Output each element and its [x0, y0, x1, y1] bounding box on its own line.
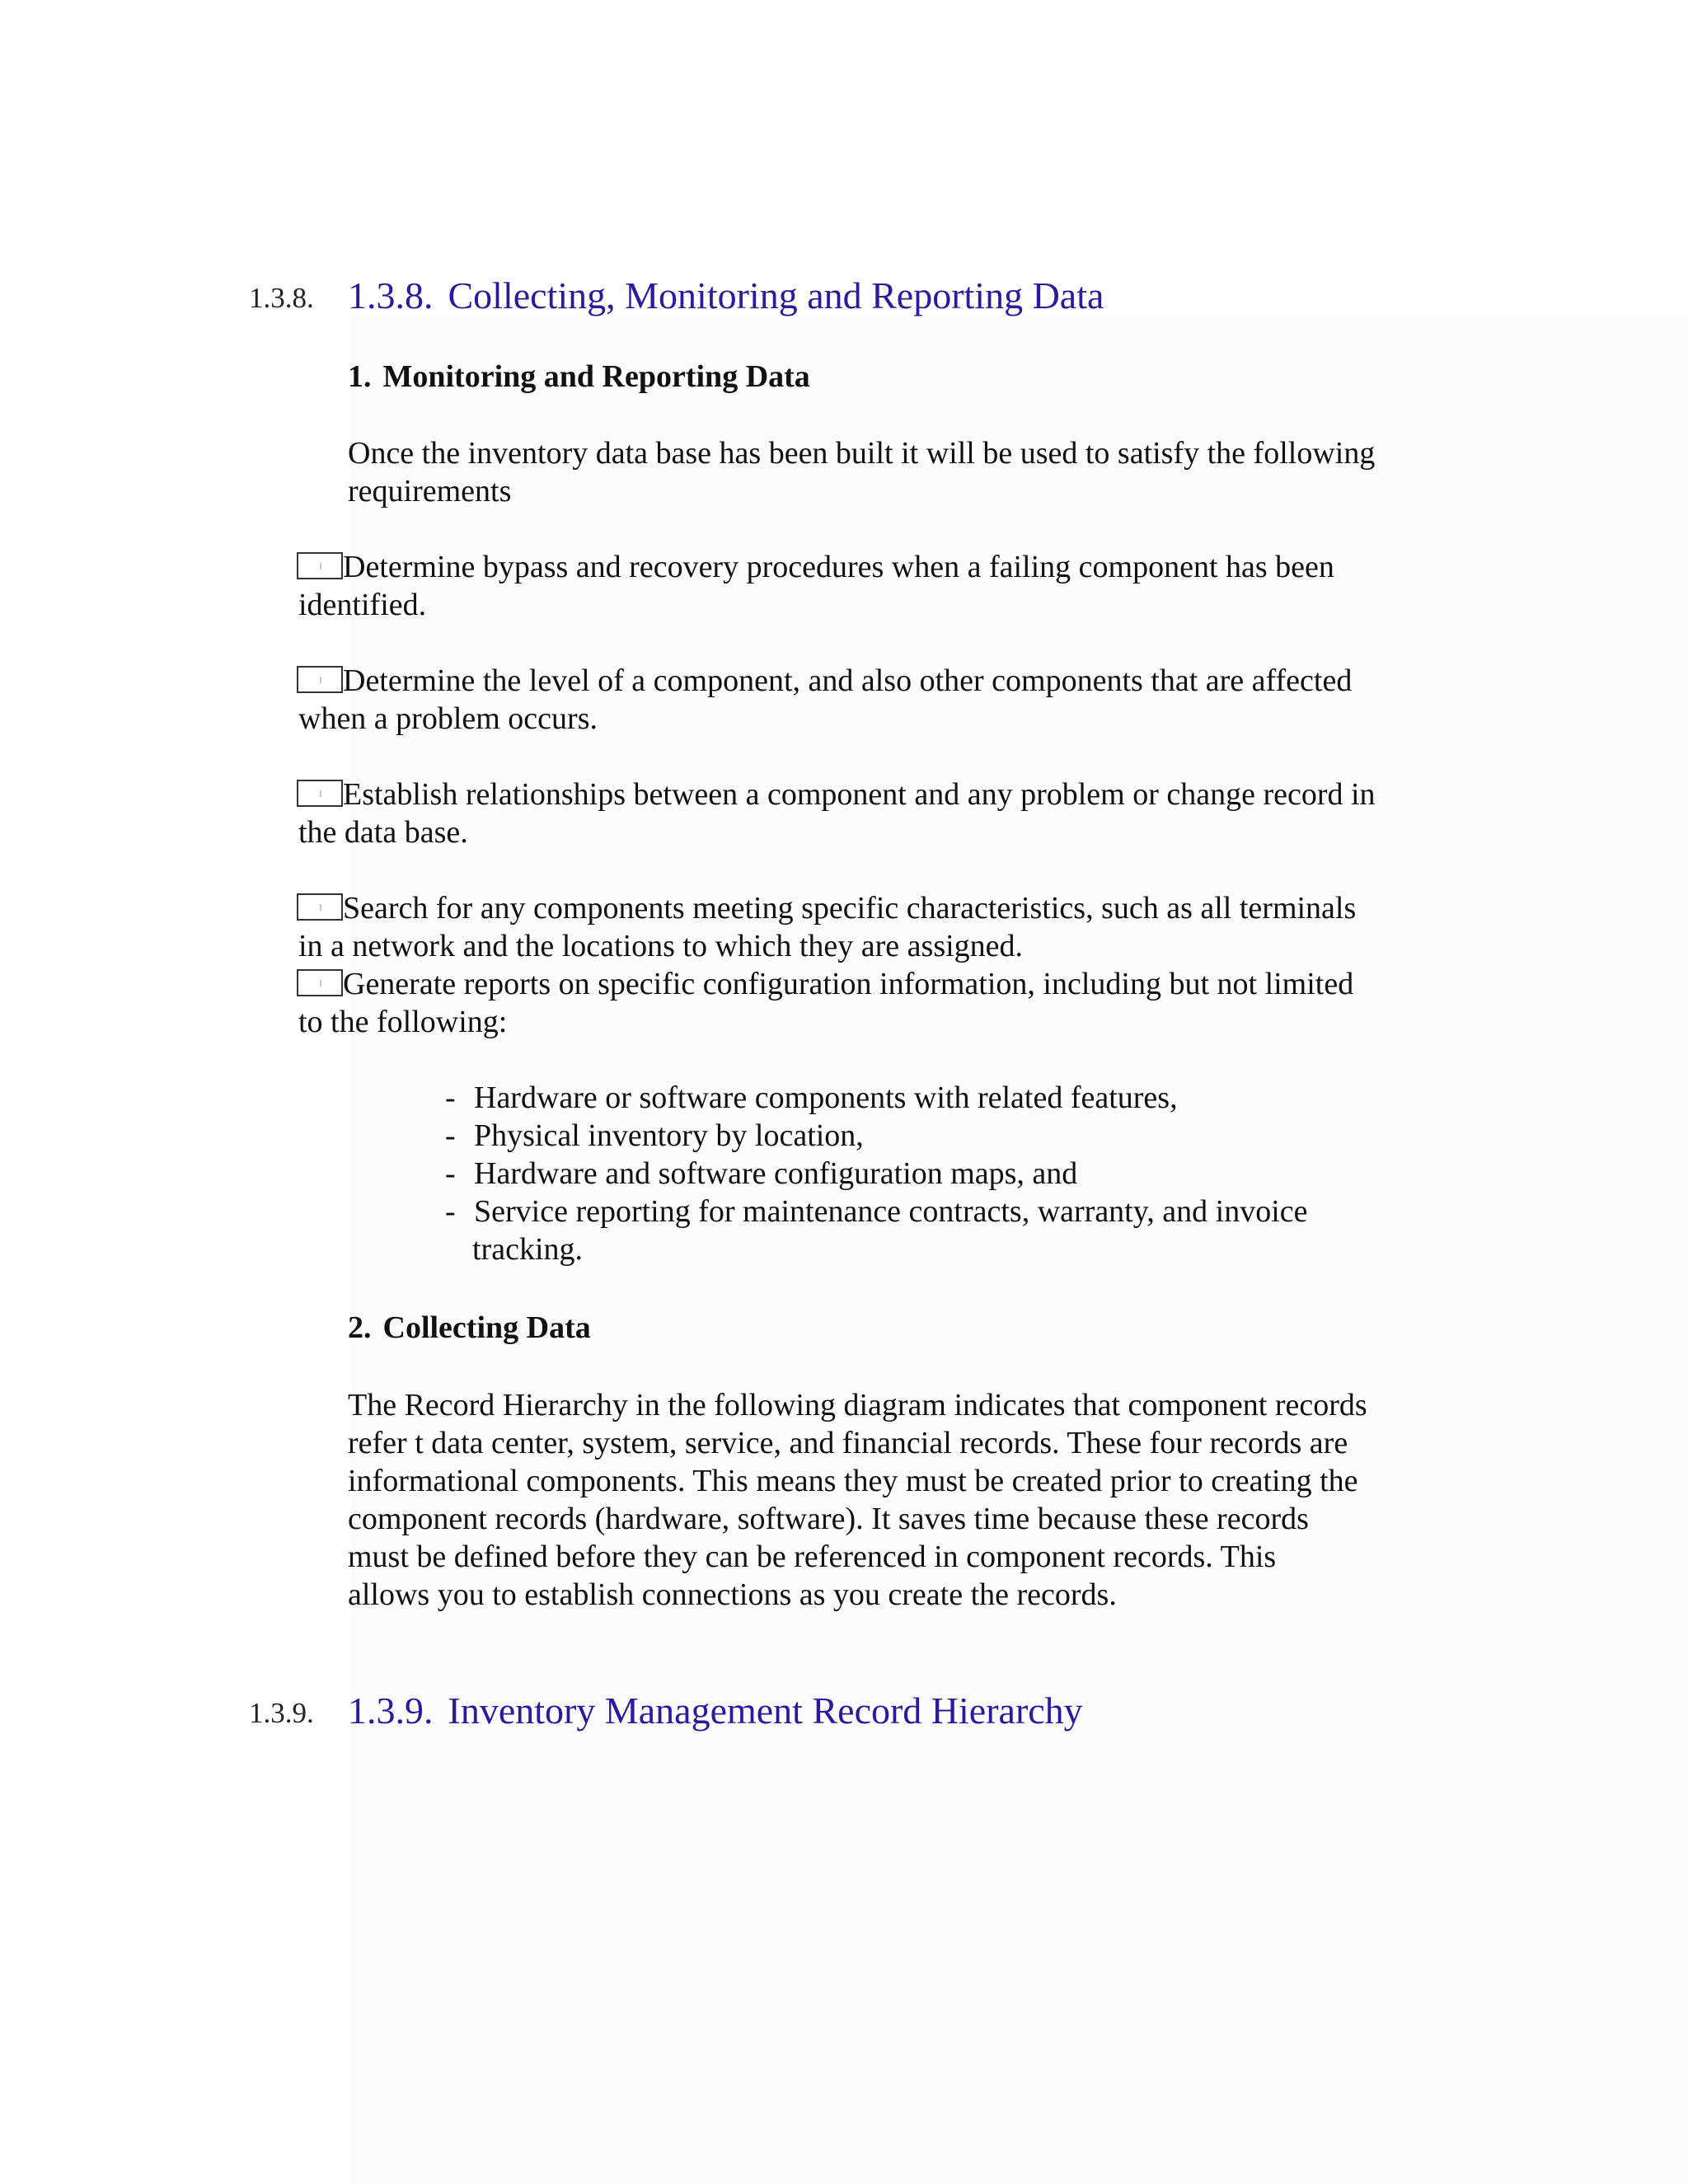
checkbox-icon: [297, 893, 343, 921]
requirement-text: Determine bypass and recovery procedures when a failing component has been: [343, 550, 1334, 584]
subheading-number: 1.: [348, 359, 372, 394]
collecting-line: refer t data center, system, service, and financial records. These four records are: [348, 1426, 1348, 1460]
section-heading-number: 1.3.9.: [348, 1690, 434, 1732]
collecting-line: The Record Hierarchy in the following diagram indicates that component records: [348, 1388, 1367, 1422]
report-item: Hardware or software components with related features,: [474, 1080, 1178, 1115]
requirement-text-cont: when a problem occurs.: [298, 701, 598, 736]
requirement-item: [297, 548, 1334, 586]
requirement-text-cont: identified.: [298, 588, 427, 622]
dash-marker: -: [445, 1118, 456, 1153]
requirement-text-cont: to the following:: [298, 1005, 508, 1039]
requirement-item: [297, 965, 1353, 1003]
collecting-line: must be defined before they can be referenced in component records. This: [348, 1540, 1277, 1574]
section-heading-title: Inventory Management Record Hierarchy: [448, 1690, 1083, 1732]
subheading-collecting: [348, 1310, 591, 1346]
subheading-monitoring: [348, 359, 810, 395]
section-number-margin: 1.3.9.: [249, 1697, 314, 1729]
report-item: Service reporting for maintenance contracts, warranty, and invoice: [474, 1194, 1308, 1229]
subheading-number: 2.: [348, 1310, 372, 1345]
requirement-item: [297, 776, 1376, 813]
report-item-cont: tracking.: [472, 1232, 584, 1267]
collecting-line: allows you to establish connections as you create the records.: [348, 1577, 1117, 1612]
report-item: Hardware and software configuration maps, and: [474, 1156, 1078, 1191]
requirement-item: [297, 889, 1356, 927]
requirement-text: Establish relationships between a component and any problem or change record in: [343, 777, 1376, 812]
subheading-title: Monitoring and Reporting Data: [382, 359, 810, 394]
checkbox-icon: [297, 552, 343, 579]
requirement-text: Search for any components meeting specific characteristics, such as all terminals: [343, 891, 1357, 926]
subheading-title: Collecting Data: [382, 1310, 591, 1345]
collecting-line: informational components. This means they must be created prior to creating the: [348, 1464, 1358, 1498]
checkbox-icon: [297, 666, 343, 693]
dash-marker: -: [445, 1156, 456, 1191]
collecting-line: component records (hardware, software). It saves time because these records: [348, 1502, 1309, 1536]
intro-line-1: Once the inventory data base has been built it will be used to satisfy the following: [348, 436, 1376, 471]
section-heading-number: 1.3.8.: [348, 274, 434, 316]
report-item: Physical inventory by location,: [474, 1118, 864, 1153]
requirement-text-cont: in a network and the locations to which they are assigned.: [298, 929, 1024, 963]
dash-marker: -: [445, 1194, 456, 1229]
section-heading-title: Collecting, Monitoring and Reporting Data: [448, 274, 1104, 316]
section-heading-1-3-9: [348, 1689, 1083, 1732]
section-heading-1-3-8: [348, 274, 1104, 317]
section-number-margin: 1.3.8.: [249, 282, 314, 314]
intro-line-2: requirements: [348, 474, 512, 509]
requirement-text-cont: the data base.: [298, 815, 468, 850]
requirement-text: Determine the level of a component, and also other components that are affected: [343, 663, 1353, 698]
dash-marker: -: [445, 1080, 456, 1115]
requirement-item: [297, 662, 1352, 700]
checkbox-icon: [297, 780, 343, 807]
checkbox-icon: [297, 969, 343, 996]
requirement-text: Generate reports on specific configuration information, including but not limited: [343, 967, 1354, 1001]
